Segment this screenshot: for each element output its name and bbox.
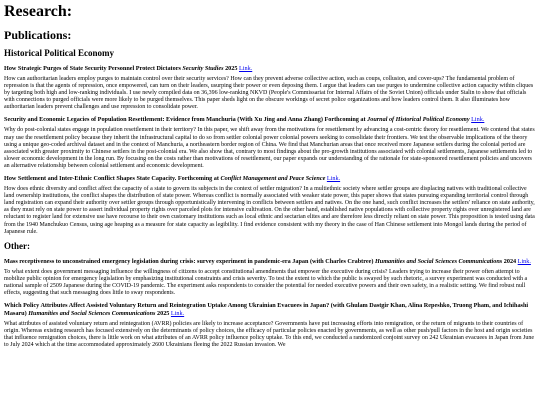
title-text: How Settlement and Inter-Ethnic Conflict Shapes State Capacity. Forthcoming at bbox=[4, 175, 219, 183]
publication-link[interactable]: Link. bbox=[238, 65, 253, 72]
publication-abstract: To what extent does government messaging influence the willingness of citizens to accept constitutional amendments that empower the executive during crisis? Leaders trying to increase their power often attempt to mobilize public opinion for emergency legislation by emphasizing institutional constraints and crisis severity. To test the extent to which the public is swayed by such rhetoric, a survey experiment was conducted with a national sample of 2509 Japanese during the COVID-19 pandemic. The experiment asks respondents to consider the potential for needed executive powers and their own safety, in a realistic setting. We find robust null effects, suggesting that such messaging does little to sway respondents. bbox=[4, 268, 528, 296]
publication-year: 2025 bbox=[157, 310, 170, 318]
journal-name: Security Studies bbox=[182, 65, 224, 72]
publication-year: 2025 bbox=[225, 65, 238, 72]
publication-title bbox=[4, 302, 536, 318]
publication-link[interactable]: Link. bbox=[471, 116, 485, 124]
title-text: Which Policy Attributes Affect Assisted Voluntary Return and Reintegration Uptake Among Ukrainian Evacuees in Japan? (with Ghulam Dastgir Khan, Alina Repeshko, Truong Pham, and Ichihashi Masaru) bbox=[4, 302, 529, 318]
publication-title bbox=[4, 65, 536, 73]
section-heading-other: Other: bbox=[4, 240, 30, 251]
publication-link[interactable]: Link. bbox=[326, 175, 341, 183]
publication-entry bbox=[4, 175, 536, 236]
publication-abstract: What attributes of assisted voluntary return and reintegration (AVRR) policies are likely to increase acceptance? Governments have put increasing efforts into remigration, or the return of migrants to their countries of origin. Whereas existing research has focused extensively on the determinants of policy choices, the efficacy of particular policies enacted by governments, as well as other push/pull factors in the host and origin societies that influence remigration choices, there is little work on what attributes of an AVRR policy influence policy uptake. To this end, we conducted a randomized conjoint survey on 242 Ukrainian evacuees in Japan from June to July 2024 which at the time accommodated approximately 2600 Ukrainians fleeing the 2022 Russian invasion. We bbox=[4, 321, 535, 349]
research-page bbox=[0, 3, 540, 349]
publication-abstract: Why do post-colonial states engage in population resettlement in their territory? In this paper, we shift away from the motivations for resettlement by advancing a cost-centric theory for resettlement. We contend that states may use the resettlement policy because they inherit the infrastructural capital to do so from settler colonial power colonial powers seeking to consolidate their frontiers. We test the observable implications of the theory using a unique geo-coded archival dataset and in the context of Manchuria, a northeastern border region of China. We find that Manchurian areas that once received more Japanese settlers during the colonial period are associated with greater proximity to Chinese settlers in the post-colonial era. We also show that, contrary to most findings about the pro-growth institutions associated with colonial settlements, Japanese settlements led to slower economic development in the long run. By focusing on the costs rather than motivations of resettlement, our paper expands our understanding of the rationale for state-sponsored resettlement policies and uncovers an alternative relationship between colonial settlement and economic development. bbox=[4, 127, 535, 169]
publication-entry bbox=[4, 302, 536, 349]
title-text: How Strategic Purges of State Security Personnel Protect Dictators bbox=[4, 65, 181, 72]
publication-abstract: How can authoritarian leaders employ purges to maintain control over their security services? How can they prevent adverse collective action, such as coups, collusion, and cover-ups? The fundamental problem of repression is that the agents of repression, once empowered, can turn on their leaders, usurping their power or even deposing them. I argue that leaders can use purges to undermine collective action capacity within cliques by targeting both high and low-ranking individuals. I use newly compiled data on 36,396 low-ranking NKVD (People's Commissariat for Internal Affairs of the Soviet Union) officials under Stalin to show that officials with connections to purged officials were more likely to be purged themselves. This paper sheds light on the obscure workings of secret police organizations and how leaders control them. It also illuminates how authoritarian leaders prevent challenges and use repression to consolidate power. bbox=[4, 76, 534, 111]
publication-link[interactable]: Link. bbox=[517, 257, 531, 265]
journal-name: Conflict Management and Peace Science bbox=[220, 175, 326, 183]
publication-year: 2024 bbox=[503, 257, 517, 265]
publication-abstract: How does ethnic diversity and conflict affect the capacity of a state to govern its subjects in the context of settler migration? In a multiethnic society where settler groups are displacing natives with traditional collective land ownership institutions, the conflict shapes the distribution of state power. Whereas conflict is normally associated with weaker state power, this paper shows that states pursuing expanding territorial control through land registration can expand their authority over settler groups through opportunistically intervening in conflicts between settlers and natives. On the one hand, such conflict increases the settlers' reliance on state authority, as they must rely on state power to assert individual property rights over parceled plots for intensive cultivation. On the other hand, established native populations with collective property rights over unregistered land are reluctant to register land for extensive use have recourse to their own customary institutions such as local ethnic and sectarian elites and are therefore less directly reliant on state power. This proposition is tested using data from the 1940 Manchukuo Census, using age heaping as a measure for state capacity as legibility. I find evidence consistent with my theory in the case of Han Chinese settlement into Mongol lands during the period of Japanese rule. bbox=[4, 186, 535, 235]
publication-entry bbox=[4, 65, 536, 111]
publication-link[interactable]: Link. bbox=[170, 310, 185, 318]
publication-title bbox=[4, 175, 536, 183]
publication-list-other bbox=[4, 258, 536, 350]
title-text: Mass receptiveness to unconstrained emergency legislation during crisis: survey experiment in pandemic-era Japan (with Charles Crabtree) bbox=[4, 257, 374, 265]
publication-entry bbox=[4, 116, 536, 170]
page-title: Research: bbox=[4, 3, 73, 20]
section-heading-historical-political-economy: Historical Political Economy bbox=[4, 48, 114, 58]
publication-entry bbox=[4, 258, 536, 297]
publications-heading: Publications: bbox=[4, 28, 72, 42]
journal-name: Journal of Historical Political Economy bbox=[367, 116, 470, 124]
publication-title bbox=[4, 258, 536, 266]
title-text: Security and Economic Legacies of Population Resettlement: Evidence from Manchuria (With Xu Jing and Anna Zhang) Forthcoming at bbox=[4, 116, 366, 124]
journal-name: Humanities and Social Sciences Communications bbox=[374, 257, 503, 265]
journal-name: Humanities and Social Sciences Communications bbox=[28, 310, 156, 318]
publication-title bbox=[4, 116, 536, 124]
publication-list-historical bbox=[4, 65, 536, 236]
